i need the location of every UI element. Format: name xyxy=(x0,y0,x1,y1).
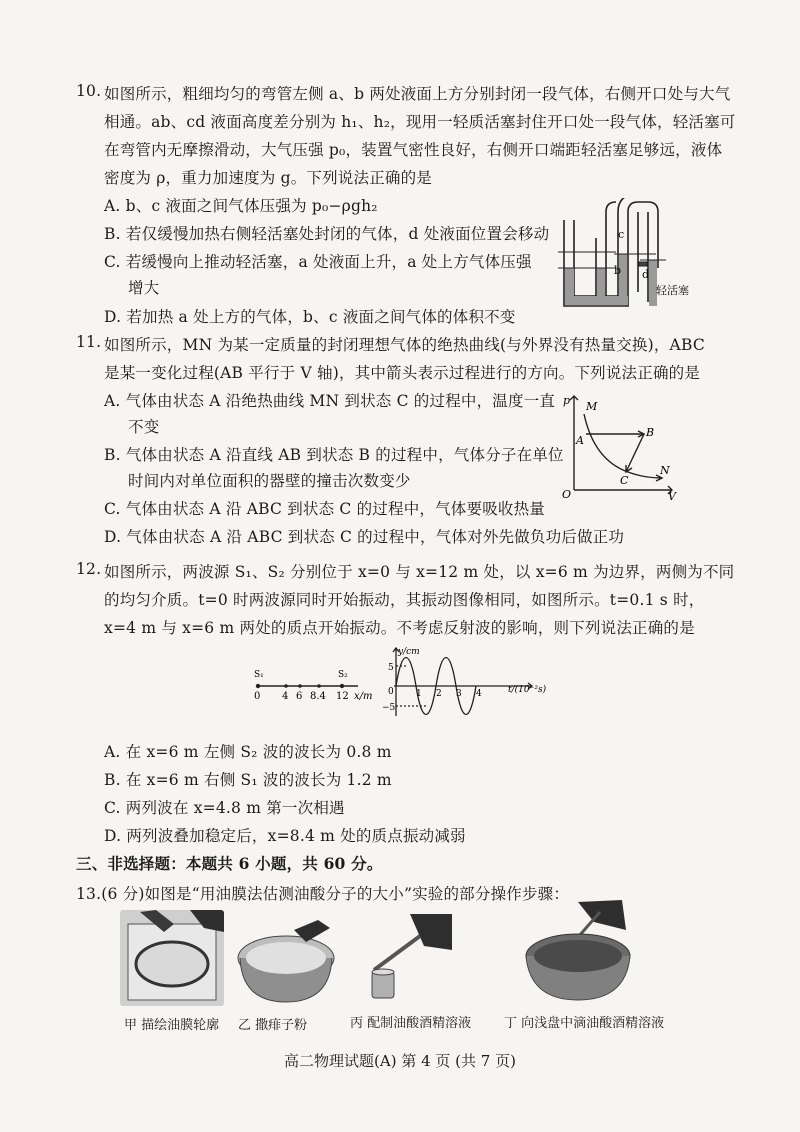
q11-option-d: D. 气体由状态 A 沿 ABC 到状态 C 的过程中，气体对外先做负功后做正功 xyxy=(104,528,625,546)
q12-option-b: B. 在 x=6 m 右侧 S₁ 波的波长为 1.2 m xyxy=(104,771,392,789)
graph-x-tick-4: 4 xyxy=(476,689,482,699)
q11-option-c: C. 气体由状态 A 沿 ABC 到状态 C 的过程中，气体要吸收热量 xyxy=(104,500,546,518)
q10-option-c: C. 若缓慢向上推动轻活塞，a 处液面上升，a 处上方气体压强 xyxy=(104,253,532,271)
axis-tick-6: 6 xyxy=(296,691,303,702)
axis-tick-4: 4 xyxy=(282,691,289,702)
pv-label-c: C xyxy=(620,474,629,487)
q10-fig-piston-label: 轻活塞 xyxy=(656,284,689,297)
q11-option-a-cont: 不变 xyxy=(128,418,160,436)
caption-a: 甲 描绘油膜轮廓 xyxy=(124,1018,220,1033)
caption-c: 丙 配制油酸酒精溶液 xyxy=(350,1016,472,1031)
axis-tick-0: 0 xyxy=(254,691,261,702)
pv-axis-p: p xyxy=(563,394,571,407)
graph-y-label: y/cm xyxy=(398,647,420,657)
graph-x-tick-2: 2 xyxy=(436,689,442,699)
vibration-graph xyxy=(380,644,560,720)
q12-number: 12. xyxy=(76,560,102,578)
page-footer: 高二物理试题(A) 第 4 页 (共 7 页) xyxy=(284,1052,516,1070)
q11-option-b-cont: 时间内对单位面积的器壁的撞击次数变少 xyxy=(128,472,411,490)
s1-dot xyxy=(256,684,260,688)
axis-tick-12: 12 xyxy=(336,691,349,702)
q10-option-a: A. b、c 液面之间气体压强为 p₀−ρgh₂ xyxy=(104,197,378,215)
graph-x-tick-3: 3 xyxy=(456,689,462,699)
tick-84-dot xyxy=(317,684,321,688)
pv-label-m: M xyxy=(586,400,598,413)
section-3-heading: 三、非选择题：本题共 6 小题，共 60 分。 xyxy=(76,854,383,873)
photo-drip-solution xyxy=(522,900,638,1004)
photo-sprinkle-powder xyxy=(234,914,338,1006)
q10-fig-label-d: d xyxy=(642,268,650,281)
s1-label: S₁ xyxy=(254,670,264,680)
q10-line-1: 如图所示，粗细均匀的弯管左侧 a、b 两处液面上方分别封闭一段气体，右侧开口处与大气 xyxy=(104,85,731,103)
q12-line-1: 如图所示，两波源 S₁、S₂ 分别位于 x=0 与 x=12 m 处，以 x=6 m 为边界，两侧为不同 xyxy=(104,563,735,581)
q10-number: 10. xyxy=(76,82,102,100)
q11-number: 11. xyxy=(76,333,102,351)
pv-origin: O xyxy=(562,488,572,501)
q11-option-a: A. 气体由状态 A 沿绝热曲线 MN 到状态 C 的过程中，温度一直 xyxy=(104,392,556,410)
q12-option-a: A. 在 x=6 m 左侧 S₂ 波的波长为 0.8 m xyxy=(104,743,392,761)
graph-y-tick-pos: 5 xyxy=(388,663,394,673)
q13-line: 13.(6 分)如图是“用油膜法估测油酸分子的大小”实验的部分操作步骤： xyxy=(76,885,570,903)
q10-fig-label-b: b xyxy=(614,264,622,277)
pv-label-n: N xyxy=(660,464,670,477)
graph-x-label: t/(10⁻²s) xyxy=(508,685,547,695)
q11-line-2: 是某一变化过程(AB 平行于 V 轴)，其中箭头表示过程进行的方向。下列说法正确的是 xyxy=(104,364,701,382)
pv-label-a: A xyxy=(576,434,584,447)
pv-diagram xyxy=(560,390,680,502)
caption-b: 乙 撒痱子粉 xyxy=(238,1018,308,1033)
q10-option-d: D. 若加热 a 处上方的气体，b、c 液面之间气体的体积不变 xyxy=(104,308,516,326)
wave-source-axis xyxy=(246,664,386,704)
q12-option-d: D. 两列波叠加稳定后，x=8.4 m 处的质点振动减弱 xyxy=(104,827,466,845)
q10-line-2: 相通。ab、cd 液面高度差分别为 h₁、h₂，现用一轻质活塞封住开口处一段气体，轻活塞可 xyxy=(104,113,736,131)
axis-tick-8-4: 8.4 xyxy=(310,691,326,702)
q12-option-c: C. 两列波在 x=4.8 m 第一次相遇 xyxy=(104,799,345,817)
tick-4-dot xyxy=(284,684,288,688)
q11-line-1: 如图所示，MN 为某一定质量的封闭理想气体的绝热曲线(与外界没有热量交换)，ABC xyxy=(104,336,705,354)
s2-label: S₂ xyxy=(338,670,348,680)
axis-unit-label: x/m xyxy=(354,691,373,702)
q10-line-3: 在弯管内无摩擦滑动，大气压强 p₀，装置气密性良好，右侧开口端距轻活塞足够远，液体 xyxy=(104,141,723,159)
q10-option-b: B. 若仅缓慢加热右侧轻活塞处封闭的气体，d 处液面位置会移动 xyxy=(104,225,550,243)
graph-x-tick-1: 1 xyxy=(416,689,422,699)
q11-option-b: B. 气体由状态 A 沿直线 AB 到状态 B 的过程中，气体分子在单位 xyxy=(104,446,564,464)
q10-fig-label-c: c xyxy=(618,228,625,241)
bent-tube-figure xyxy=(556,198,706,316)
q10-line-4: 密度为 ρ，重力加速度为 g。下列说法正确的是 xyxy=(104,169,432,187)
photo-prepare-solution xyxy=(360,912,452,1008)
pv-axis-v: V xyxy=(668,490,676,502)
graph-origin: 0 xyxy=(388,687,394,697)
tick-6-dot xyxy=(298,684,302,688)
caption-d: 丁 向浅盘中滴油酸酒精溶液 xyxy=(504,1016,665,1031)
photo-outline-film xyxy=(120,910,224,1006)
graph-y-tick-neg: −5 xyxy=(382,703,396,713)
q10-option-c-cont: 增大 xyxy=(128,279,160,297)
q12-line-2: 的均匀介质。t=0 时两波源同时开始振动，其振动图像相同，如图所示。t=0.1 s 时， xyxy=(104,591,705,609)
pv-label-b: B xyxy=(646,426,655,439)
s2-dot xyxy=(340,684,344,688)
q12-line-3: x=4 m 与 x=6 m 两处的质点开始振动。不考虑反射波的影响，则下列说法正确的是 xyxy=(104,619,695,637)
